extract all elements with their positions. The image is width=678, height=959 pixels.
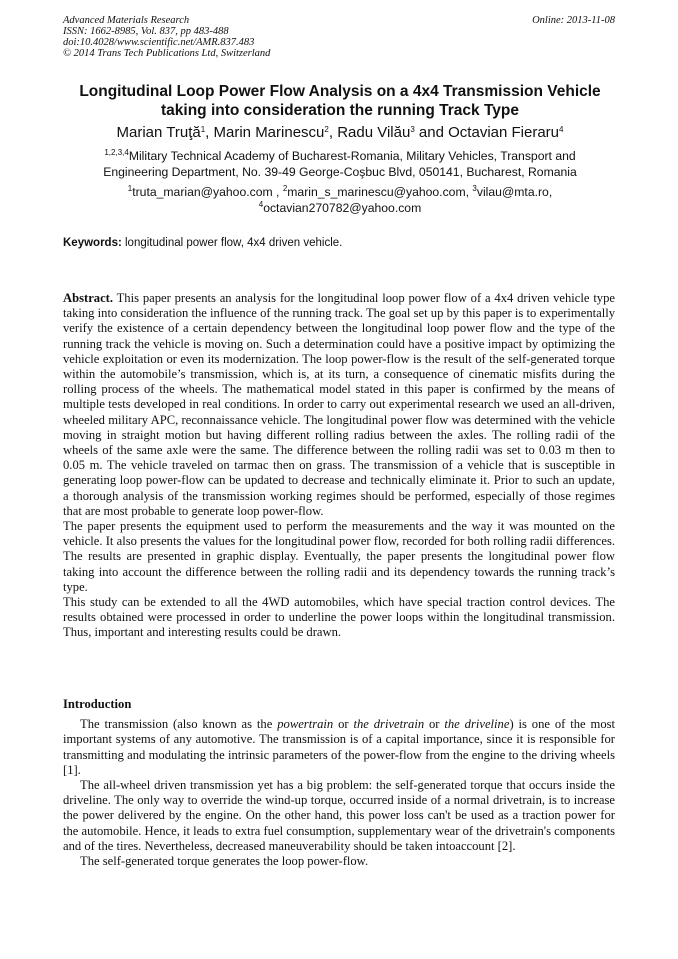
section-heading: Introduction bbox=[63, 697, 132, 711]
author-sup: 4 bbox=[559, 125, 564, 134]
issn-line: ISSN: 1662-8985, Vol. 837, pp 483-488 bbox=[63, 26, 229, 37]
author-sup: 1 bbox=[200, 125, 206, 134]
intro-paragraph: The self-generated torque generates the loop power-flow. bbox=[80, 854, 369, 869]
abstract-paragraph: The paper presents the equipment used to perform the measurements and the way it was mounted on the vehicle. It also presents the values for the longitudinal power flow, recorded for both rolling radii differences. The results are presented in graphic display. Eventually, the paper presents the longitudinal power flow taking into account the difference between the rolling radii and its dependency towards the running track’s type. bbox=[63, 519, 615, 594]
introduction-section bbox=[63, 697, 615, 869]
author-sup: 2 bbox=[324, 125, 329, 134]
email-link[interactable]: truta_marian@yahoo.com bbox=[132, 185, 273, 199]
email-link[interactable]: marin_s_marinescu@yahoo.com bbox=[287, 185, 466, 199]
email-list: $^1$truta_marian@yahoo.com , $^2$marin_s_marinescu@yahoo.com, $^3$vilau@mta.ro, $^4$octavian270782@yahoo.com bbox=[127, 184, 553, 215]
email-sup: 3 bbox=[472, 184, 477, 193]
author-sup: 3 bbox=[410, 125, 415, 134]
intro-paragraph: The transmission (also known as the powertrain or the drivetrain or the driveline) is one of the most important systems of any automotive. The transmission is of a capital importance, since it is responsible for transmitting and modulating the intrinsic parameters of the power-flow from the engine to the driving wheels [1]. bbox=[63, 717, 616, 777]
running-header bbox=[63, 15, 615, 59]
abstract-paragraph: This study can be extended to all the 4WD automobiles, which have special traction control devices. The results obtained were processed in order to underline the power loops within the longitudinal transmission. Thus, important and interesting results could be drawn. bbox=[63, 595, 615, 640]
abstract-label: Abstract. bbox=[63, 291, 114, 305]
title-line-2: taking into consideration the running Track Type bbox=[161, 102, 519, 119]
journal-name: Advanced Materials Research bbox=[63, 15, 190, 26]
copyright-line: © 2014 Trans Tech Publications Ltd, Switzerland bbox=[63, 48, 271, 59]
email-sup: 4 bbox=[258, 200, 264, 209]
paper-title bbox=[40, 82, 640, 120]
title-line-1: Longitudinal Loop Power Flow Analysis on a 4x4 Transmission Vehicle bbox=[79, 83, 601, 100]
affiliation-line-1: Military Technical Academy of Bucharest-Romania, Military Vehicles, Transport and bbox=[128, 149, 576, 163]
email-sup: 1 bbox=[127, 184, 133, 193]
author-name: Marin Marinescu bbox=[213, 124, 325, 141]
online-date: Online: 2013-11-08 bbox=[532, 15, 615, 26]
email-sup: 2 bbox=[282, 184, 288, 193]
abstract-section bbox=[63, 291, 615, 641]
email-link[interactable]: octavian270782@yahoo.com bbox=[263, 201, 422, 215]
author-name: Marian Truţă bbox=[116, 124, 201, 141]
author-name: Octavian Fieraru bbox=[448, 124, 560, 141]
email-link[interactable]: vilau@mta.ro bbox=[476, 185, 549, 199]
keywords bbox=[63, 236, 623, 250]
keywords-text: longitudinal power flow, 4x4 driven vehicle. bbox=[121, 237, 343, 249]
affiliation-line-2: Engineering Department, No. 39-49 George-Coşbuc Blvd, 050141, Bucharest, Romania bbox=[103, 165, 577, 179]
affiliation bbox=[60, 148, 620, 180]
keywords-label: Keywords: bbox=[63, 237, 122, 249]
doi-line: doi:10.4028/www.scientific.net/AMR.837.483 bbox=[63, 37, 255, 48]
abstract-paragraph: Abstract. This paper presents an analysis for the longitudinal loop power flow of a 4x4 driven vehicle type taking into consideration the influence of the running track. The goal set up by this paper is to experimentally verify the existence of a certain dependency between the longitudinal loop power flow and the type of the running track the vehicle is moving on. Such a determination could have a positive impact by optimizing the vehicle exploitation or even its modernization. The loop power-flow is the result of the self-generated torque within the automobile’s transmission, which is, at its turn, a consequence of cinematic misfits during the rolling process of the wheels. The mathematical model stated in this paper is confirmed by the means of multiple tests developed in real conditions. In order to carry out experimental research we used an all-driven, wheeled military APC, reconnaissance vehicle. The longitudinal power flow was determined with the vehicle moving in straight motion but having different rolling radius between the axles. The rolling radii of the wheels of the same axle were the same. The difference between the rolling radii was set to 0.03 m then to 0.05 m. The vehicle traveled on tarmac then on grass. The transmission of a vehicle that is susceptible in generating loop power-flow can be updated to decrease and technically eliminate it. Prior to such an update, a thorough analysis of the transmission working regimes should be performed, especially of those regimes that are most probable to generate loop power-flow. bbox=[63, 291, 615, 518]
author-list: Marian Truţă$^1$, Marin Marinescu$^2$, Radu Vilău$^3$ and Octavian Fieraru$^4$ bbox=[116, 124, 564, 141]
affiliation-sup: 1,2,3,4 bbox=[104, 148, 129, 157]
author-name: Radu Vilău bbox=[337, 124, 411, 141]
intro-paragraph: The all-wheel driven transmission yet has a big problem: the self-generated torque that occurs inside the driveline. The only way to override the wind-up torque, occurred inside of a normal drivetrain, is to increase the power delivered by the engine. On the other hand, this power loss can't be used as a traction power for the automobile. Hence, it leads to extra fuel consumption, supplementary wear of the drivetrain's components and of the tires. Nevertheless, decreased maneuverability should be taken intoaccount [2]. bbox=[63, 778, 615, 853]
